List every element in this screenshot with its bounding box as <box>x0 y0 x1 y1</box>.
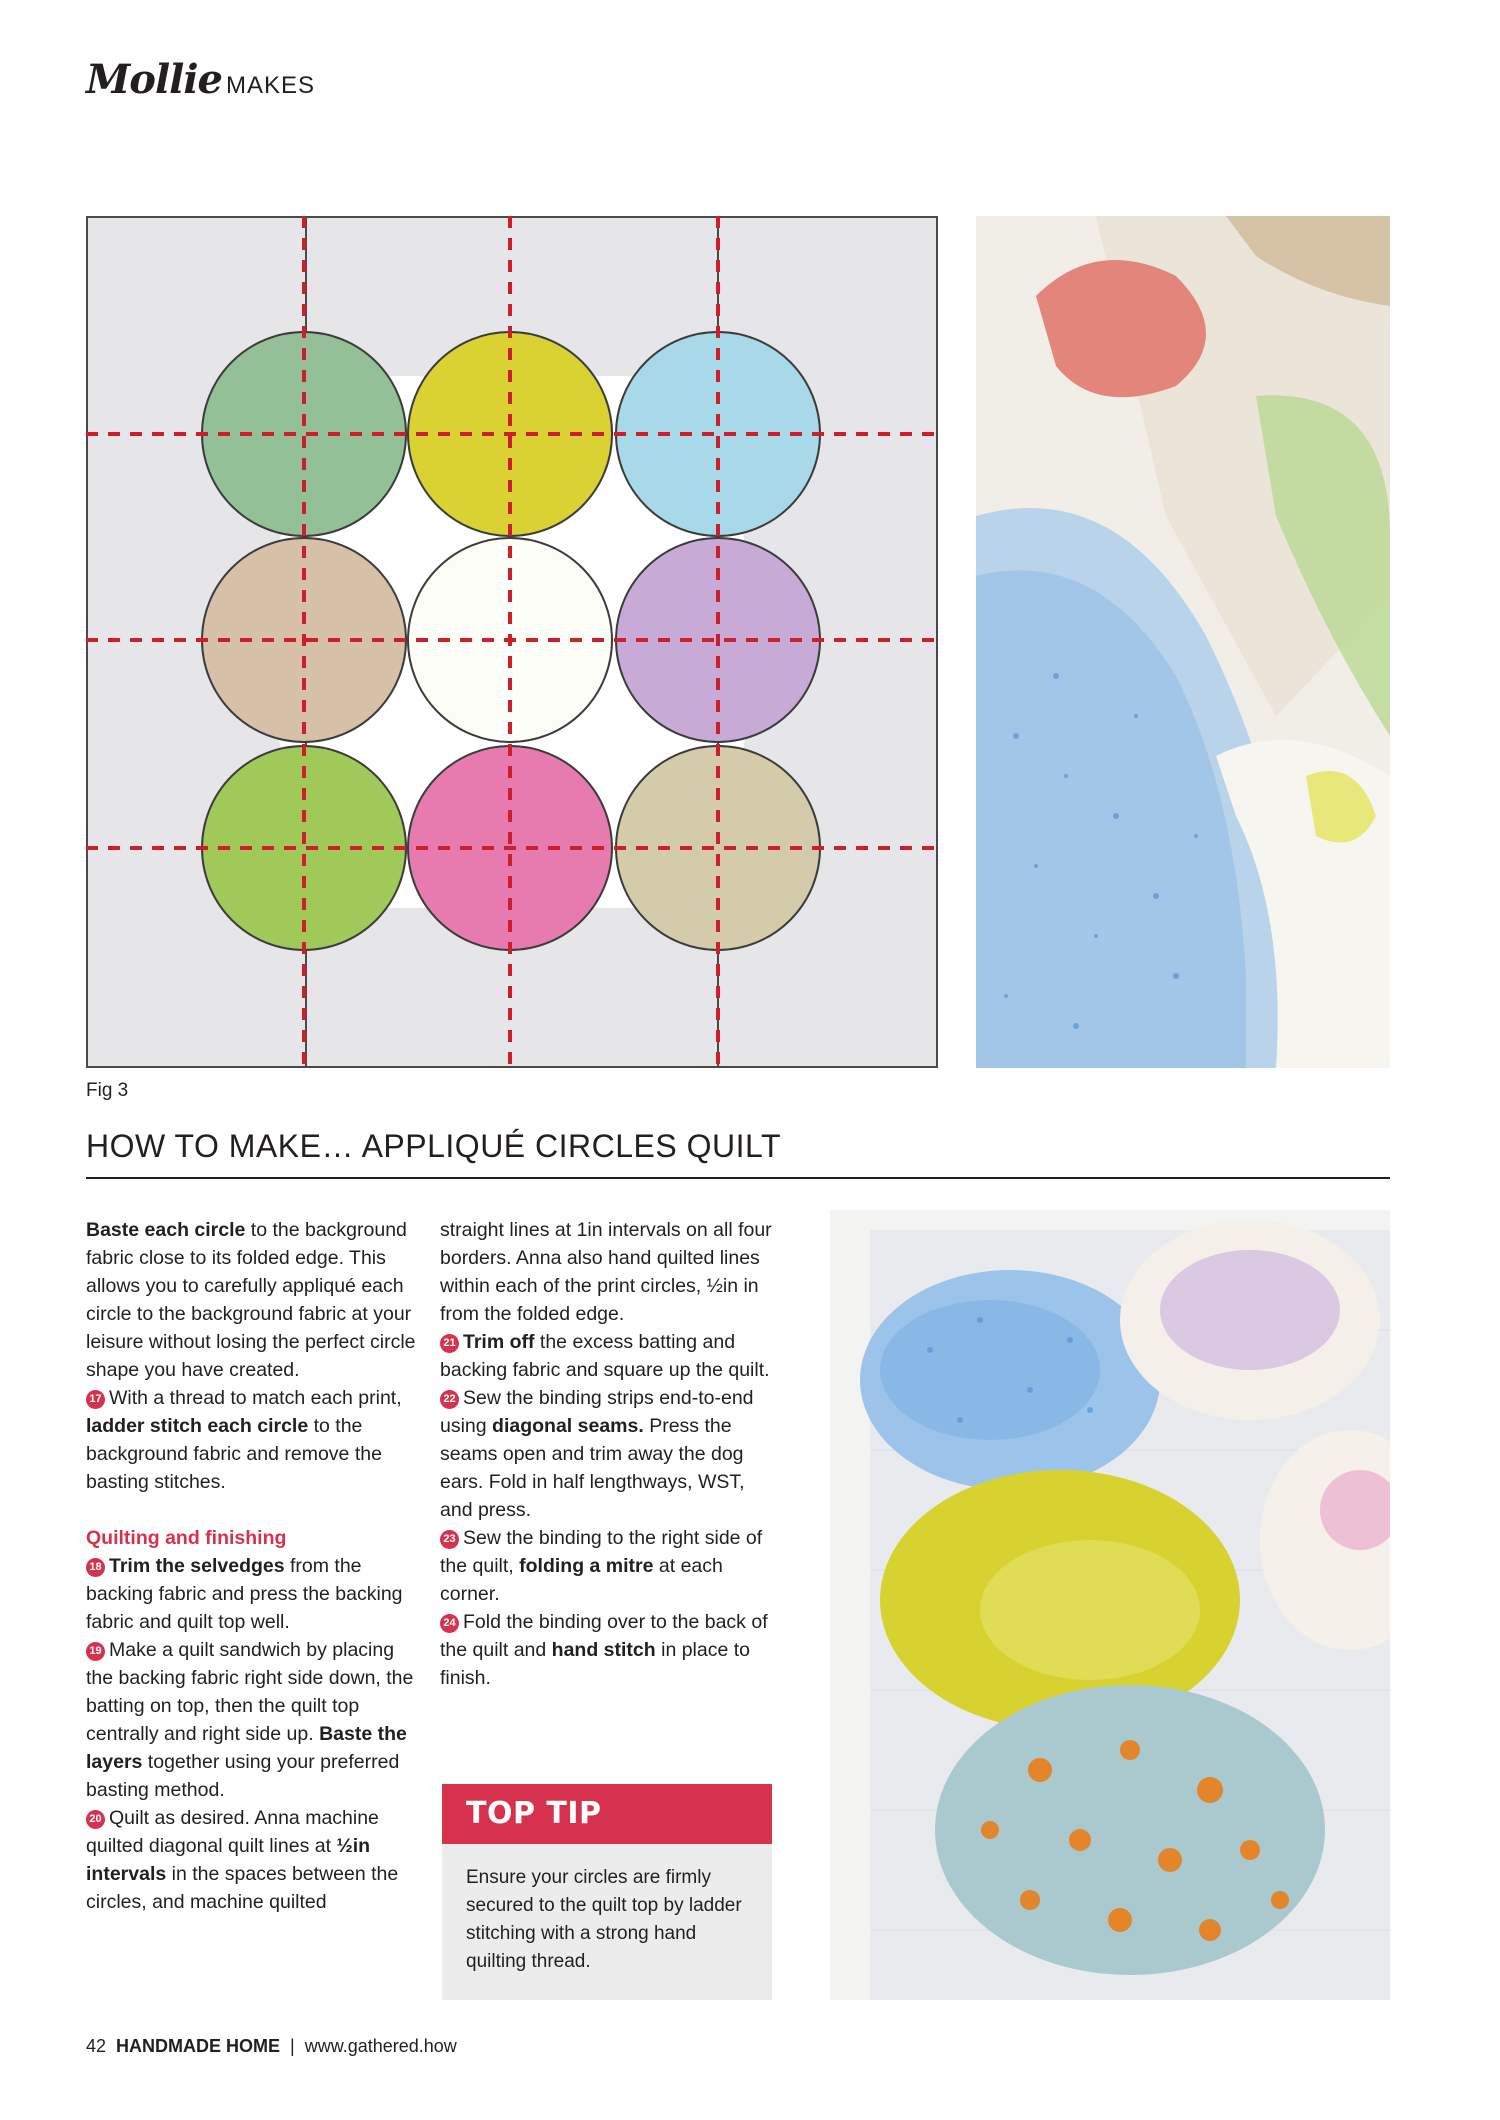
step-24-text-b: in place to finish. <box>440 1639 750 1689</box>
step-number-24: 24 <box>440 1614 459 1633</box>
step-20-text-a: Quilt as desired. Anna machine quilted diagonal quilt lines at <box>86 1807 379 1857</box>
step-19-text-a: Make a quilt sandwich by placing the backing fabric right side down, the batting on top, then the quilt top centrally and right side up. <box>86 1639 414 1745</box>
step-24 <box>440 1608 776 1692</box>
step-20 <box>86 1804 422 1916</box>
subheading-quilting: Quilting and finishing <box>86 1527 287 1549</box>
step-23-text-a: Sew the binding to the right side of the quilt, <box>440 1527 763 1577</box>
step-number-18: 18 <box>86 1558 105 1577</box>
step-number-20: 20 <box>86 1810 105 1829</box>
step-19-emphasis: Baste the layers <box>86 1723 407 1773</box>
step-22-text-b: Press the seams open and trim away the dog ears. Fold in half lengthways, WST, and press. <box>440 1415 745 1521</box>
photo-quilt-closeup <box>976 216 1390 1068</box>
intro-paragraph <box>86 1216 422 1384</box>
photo-quilt-circles <box>830 1210 1390 2000</box>
text-column-1 <box>86 1216 422 1916</box>
step-17-emphasis: ladder stitch each circle <box>86 1415 309 1437</box>
step-21 <box>440 1328 776 1384</box>
step-21-text: the excess batting and backing fabric and square up the quilt. <box>440 1331 770 1381</box>
step-21-emphasis: Trim off <box>463 1331 535 1353</box>
step-20-emphasis: ½in intervals <box>86 1835 371 1885</box>
step-19 <box>86 1636 422 1804</box>
step-18 <box>86 1552 422 1636</box>
page-footer <box>86 2036 457 2057</box>
step-19-text-b: together using your preferred basting method. <box>86 1751 400 1801</box>
footer-separator: | <box>290 2036 295 2056</box>
step-24-emphasis: hand stitch <box>551 1639 656 1661</box>
text-column-2 <box>440 1216 776 1692</box>
step-number-23: 23 <box>440 1530 459 1549</box>
step-23-text-b: at each corner. <box>440 1555 723 1605</box>
step-20-text-b: in the spaces between the circles, and machine quilted <box>86 1863 399 1913</box>
masthead-logo <box>86 56 315 106</box>
top-tip-box <box>442 1784 772 2000</box>
step-23-emphasis: folding a mitre <box>519 1555 654 1577</box>
step-17-text-a: With a thread to match each print, <box>109 1387 402 1409</box>
step-number-19: 19 <box>86 1642 105 1661</box>
step-number-22: 22 <box>440 1390 459 1409</box>
logo-makes: MAKES <box>226 72 316 99</box>
step-18-emphasis: Trim the selvedges <box>109 1555 285 1577</box>
step-number-21: 21 <box>440 1334 459 1353</box>
logo-script: Mollie <box>86 56 222 103</box>
top-tip-heading: TOP TIP <box>442 1784 772 1844</box>
fig3-diagram <box>86 216 938 1068</box>
intro-text: to the background fabric close to its folded edge. This allows you to carefully appliqué each circle to the background fabric at your leisure without losing the perfect circle shape you have created. <box>86 1219 416 1381</box>
step-17-text-b: to the background fabric and remove the basting stitches. <box>86 1415 382 1493</box>
section-rule <box>86 1177 1390 1179</box>
step-number-17: 17 <box>86 1390 105 1409</box>
top-tip-body: Ensure your circles are firmly secured to the quilt top by ladder stitching with a strong hand quilting thread. <box>466 1867 742 1972</box>
step-23 <box>440 1524 776 1608</box>
paragraph-gap <box>86 1496 422 1524</box>
emphasis-baste: Baste each circle <box>86 1219 246 1241</box>
continued-paragraph: straight lines at 1in intervals on all four borders. Anna also hand quilted lines within each of the print circles, ½in in from the folded edge. <box>440 1219 772 1325</box>
step-18-text: from the backing fabric and press the backing fabric and quilt top well. <box>86 1555 403 1633</box>
publication-name: HANDMADE HOME <box>116 2036 281 2056</box>
step-22-text-a: Sew the binding strips end-to-end using <box>440 1387 754 1437</box>
section-title: HOW TO MAKE… APPLIQUÉ CIRCLES QUILT <box>86 1128 781 1164</box>
step-22-emphasis: diagonal seams. <box>492 1415 644 1437</box>
step-17 <box>86 1384 422 1496</box>
figure-caption: Fig 3 <box>86 1080 129 1101</box>
step-24-text-a: Fold the binding over to the back of the quilt and <box>440 1611 768 1661</box>
footer-url[interactable]: www.gathered.how <box>304 2036 457 2056</box>
step-22 <box>440 1384 776 1524</box>
page-number: 42 <box>86 2036 107 2056</box>
